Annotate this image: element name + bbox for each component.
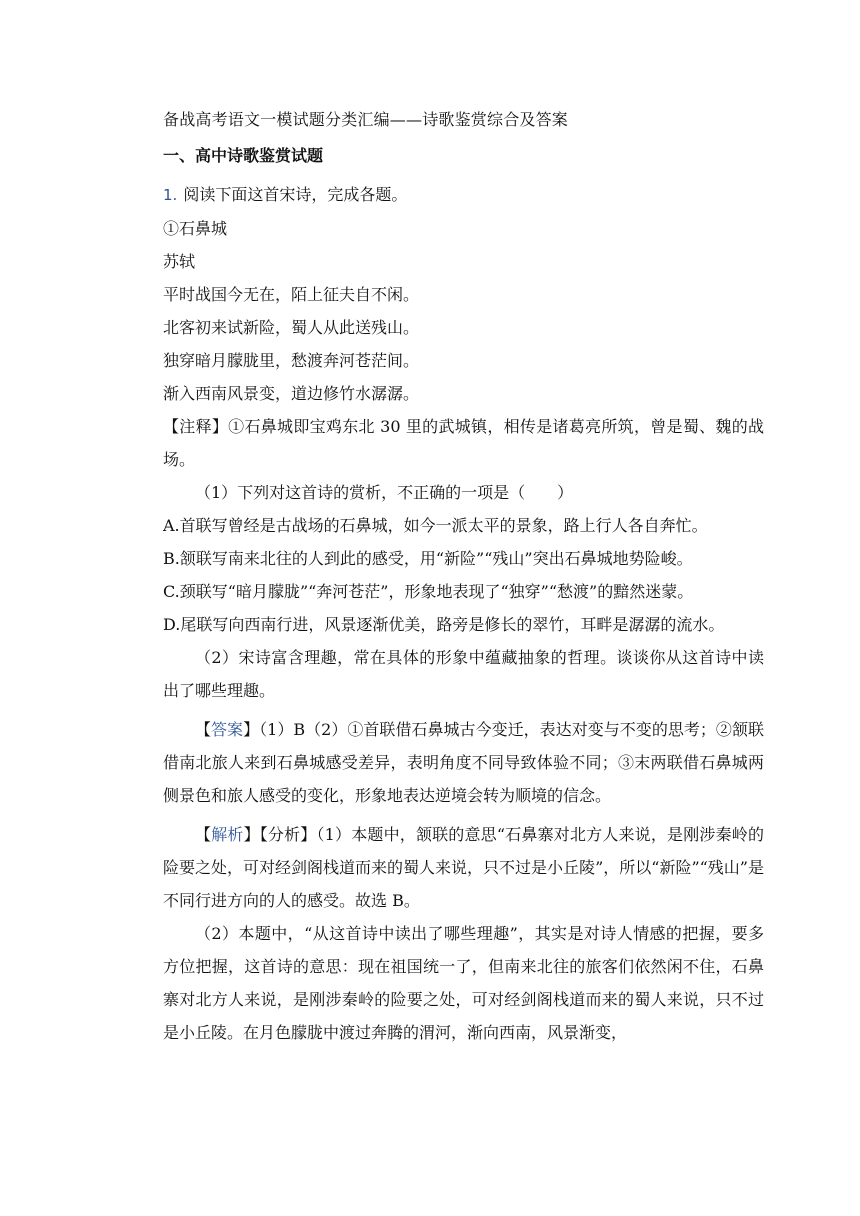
sub-question-2: （2）宋诗富含理趣，常在具体的形象中蕴藏抽象的哲理。谈谈你从这首诗中读出了哪些理趣。 <box>163 648 764 700</box>
answer-block <box>163 713 764 812</box>
analysis-text-1: 【分析】（1）本题中，颔联的意思“石鼻寨对北方人来说，是刚涉秦岭的险要之处，可对经剑阁栈道而来的蜀人来说，只不过是小丘陵”，所以“新险”“残山”是不同行进方向的人的感受。故选 B。 <box>163 825 764 910</box>
analysis-label: 解析 <box>211 825 244 844</box>
note-label: 【注释】 <box>163 417 229 436</box>
poem-author: 苏轼 <box>163 252 196 271</box>
answer-label: 答案 <box>211 720 244 739</box>
document-title: 备战高考语文一模试题分类汇编——诗歌鉴赏综合及答案 <box>163 110 569 129</box>
question-number: 1. <box>163 186 178 204</box>
option-d: D.尾联写向西南行进，风景逐渐优美，路旁是修长的翠竹，耳畔是潺潺的流水。 <box>163 615 725 634</box>
analysis-block <box>163 818 764 917</box>
poem-line: 北客初来试新险，蜀人从此送残山。 <box>163 318 420 337</box>
analysis-bracket-close: 】 <box>243 825 260 844</box>
poem-line: 独穿暗月朦胧里，愁渡奔河苍茫间。 <box>163 351 420 370</box>
note-text: ①石鼻城即宝鸡东北 30 里的武城镇，相传是诸葛亮所筑，曾是蜀、魏的战场。 <box>163 417 764 469</box>
option-c: C.颈联写“暗月朦胧”“奔河苍茫”，形象地表现了“独穿”“愁渡”的黯然迷蒙。 <box>163 582 694 601</box>
poem-line: 平时战国今无在，陌上征夫自不闲。 <box>163 285 420 304</box>
question-prompt <box>163 178 764 212</box>
sub-question-1: （1）下列对这首诗的赏析，不正确的一项是（ ） <box>195 483 574 502</box>
option-b: B.颔联写南来北往的人到此的感受，用“新险”“残山”突出石鼻城地势险峻。 <box>163 549 693 568</box>
poem-title: ①石鼻城 <box>163 219 228 238</box>
analysis-part-2: （2）本题中，“从这首诗中读出了哪些理趣”，其实是对诗人情感的把握，要多方位把握，这首诗的意思：现在祖国统一了，但南来北往的旅客们依然闲不住，石鼻寨对北方人来说，是刚涉秦岭的险要之处，可对经剑阁栈道而来的蜀人来说，只不过是小丘陵。在月色朦胧中渡过奔腾的渭河，渐向西南，风景渐变， <box>163 924 764 1042</box>
option-a: A.首联写曾经是古战场的石鼻城，如今一派太平的景象，路上行人各自奔忙。 <box>163 516 708 535</box>
question-prompt-text: 阅读下面这首宋诗，完成各题。 <box>183 185 408 204</box>
section-heading: 一、高中诗歌鉴赏试题 <box>163 146 324 165</box>
analysis-bracket-open: 【 <box>195 825 212 844</box>
answer-bracket-open: 【 <box>195 720 212 739</box>
poem-line: 渐入西南风景变，道边修竹水潺潺。 <box>163 384 420 403</box>
answer-text: （1）B（2）①首联借石鼻城古今变迁，表达对变与不变的思考；②颔联借南北旅人来到石鼻城感受差异，表明角度不同导致体验不同；③末两联借石鼻城两侧景色和旅人感受的变化，形象地表达逆境会转为顺境的信念。 <box>163 720 764 805</box>
answer-bracket-close: 】 <box>243 720 260 739</box>
annotation-note <box>163 410 764 476</box>
